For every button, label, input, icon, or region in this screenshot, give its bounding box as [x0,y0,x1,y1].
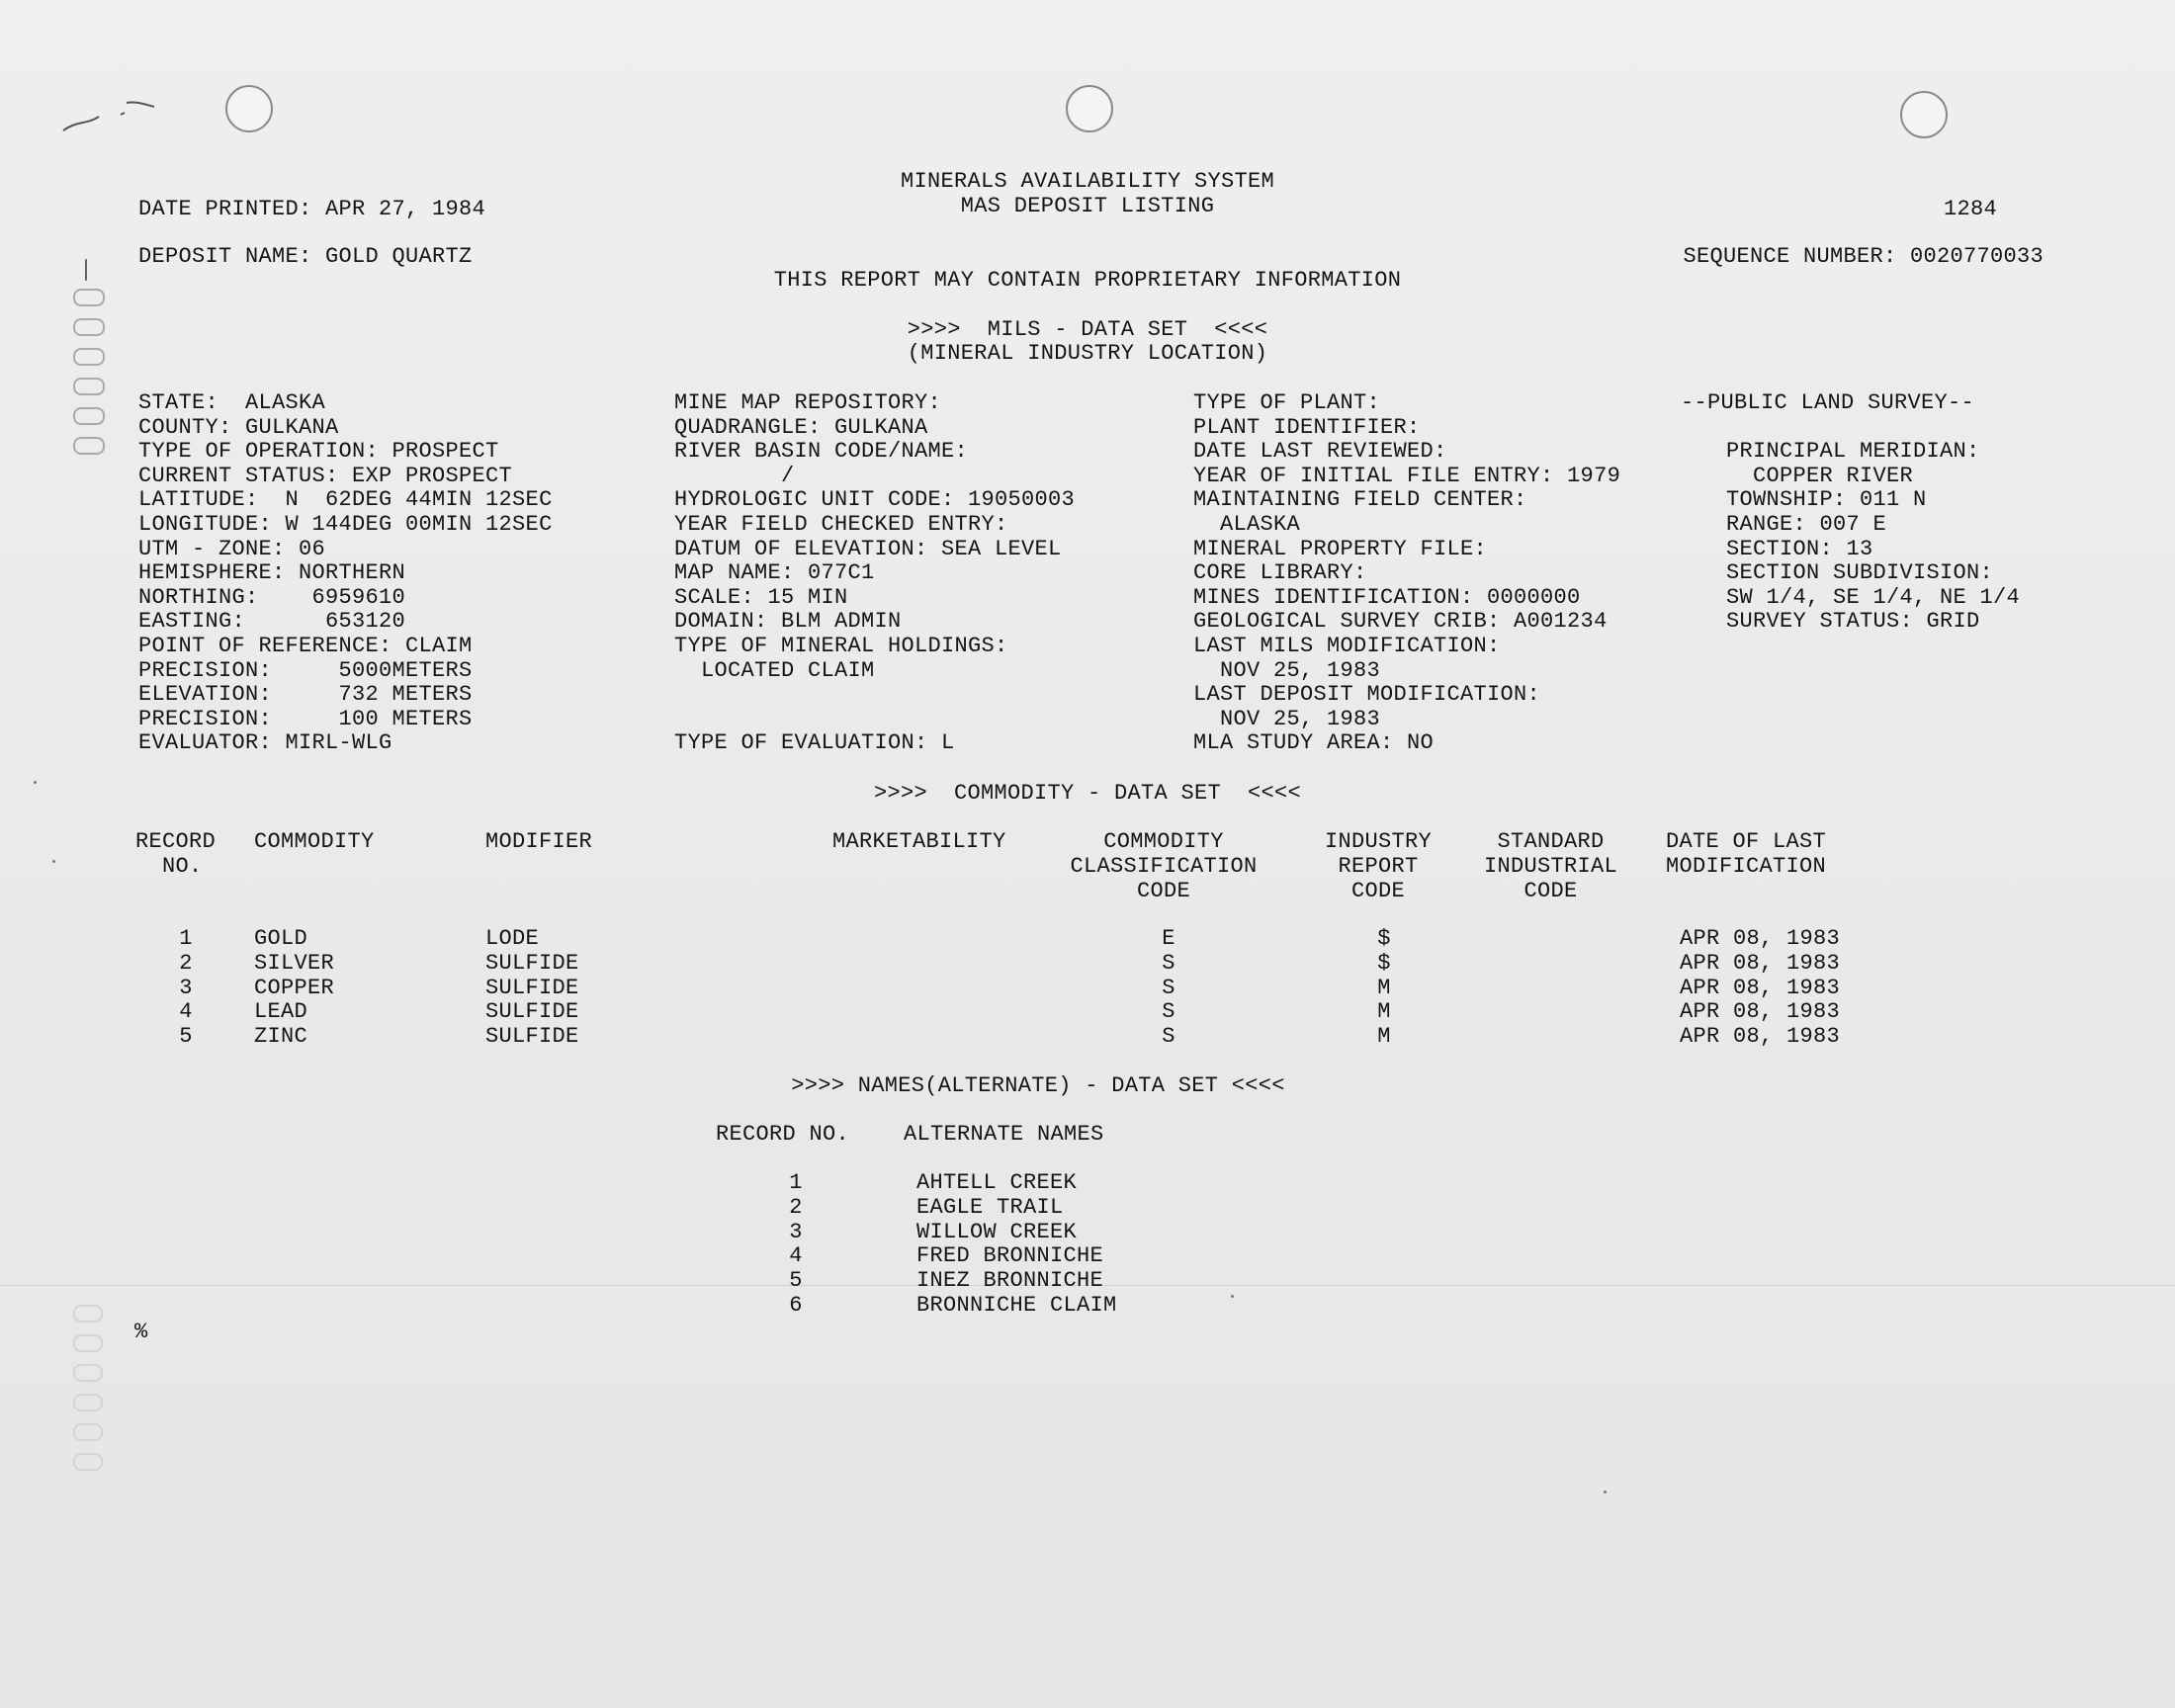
col-header-standard: STANDARD INDUSTRIAL CODE [1483,829,1618,903]
alternate-name: EAGLE TRAIL [916,1195,1064,1220]
names-header-alternate-names: ALTERNATE NAMES [904,1122,1104,1147]
alternate-name: BRONNICHE CLAIM [916,1293,1117,1318]
mils-field-line: TYPE OF PLANT: [1193,390,1381,415]
col-header-commodity: COMMODITY [254,829,375,854]
commodity-record-no: 4 [179,999,193,1024]
date-printed: DATE PRINTED: APR 27, 1984 [138,197,486,221]
alternate-name: AHTELL CREEK [916,1170,1078,1195]
mils-field-line: EASTING: 653120 [138,609,406,634]
alternate-name-record-no: 5 [789,1268,803,1293]
alternate-name: INEZ BRONNICHE [916,1268,1104,1293]
commodity-name: COPPER [254,976,335,1000]
mils-field-line: LATITUDE: N 62DEG 44MIN 12SEC [138,487,553,512]
mils-field-line: TYPE OF OPERATION: PROSPECT [138,439,499,464]
mils-field-line: LAST MILS MODIFICATION: [1193,634,1501,658]
survey-field-line: COPPER RIVER [1726,464,1914,488]
mils-field-line: CURRENT STATUS: EXP PROSPECT [138,464,513,488]
listing-title: MAS DEPOSIT LISTING [960,194,1215,218]
mils-field-line: RIVER BASIN CODE/NAME: [674,439,969,464]
commodity-modifier: SULFIDE [485,999,579,1024]
alternate-name-record-no: 2 [789,1195,803,1220]
punch-hole-right [1900,91,1948,138]
mils-field-line: MAINTAINING FIELD CENTER: [1193,487,1527,512]
mils-field-line: GEOLOGICAL SURVEY CRIB: A001234 [1193,609,1608,634]
mils-field-line: PRECISION: 5000METERS [138,658,473,683]
survey-field-line: SECTION SUBDIVISION: [1726,560,1994,585]
mils-field-line: ELEVATION: 732 METERS [138,682,473,707]
mils-field-line: YEAR OF INITIAL FILE ENTRY: 1979 [1193,464,1621,488]
mils-field-line: COUNTY: GULKANA [138,415,339,440]
commodity-industry-code: $ [1377,951,1391,976]
punch-hole-center [1066,85,1113,132]
mils-field-line: TYPE OF EVALUATION: L [674,730,955,755]
commodity-date: APR 08, 1983 [1680,999,1841,1024]
mils-field-line: PLANT IDENTIFIER: [1193,415,1421,440]
alternate-name: WILLOW CREEK [916,1220,1078,1244]
commodity-date: APR 08, 1983 [1680,1024,1841,1049]
page-number: 1284 [1943,197,1997,221]
mils-field-line: UTM - ZONE: 06 [138,537,326,561]
mils-field-line: DATE LAST REVIEWED: [1193,439,1447,464]
mils-section-subtitle: (MINERAL INDUSTRY LOCATION) [907,341,1268,366]
mils-field-line: STATE: ALASKA [138,390,326,415]
names-section-title: >>>> NAMES(ALTERNATE) - DATA SET <<<< [791,1073,1285,1098]
commodity-date: APR 08, 1983 [1680,976,1841,1000]
col-header-industry: INDUSTRY REPORT CODE [1324,829,1433,903]
speck [1604,1491,1607,1494]
speck [1231,1295,1234,1298]
survey-field-line: TOWNSHIP: 011 N [1726,487,1927,512]
commodity-class-code: S [1162,999,1175,1024]
commodity-section-title: >>>> COMMODITY - DATA SET <<<< [873,781,1302,806]
punch-hole-left [225,85,273,132]
alternate-name: FRED BRONNICHE [916,1243,1104,1268]
col-header-date: DATE OF LAST MODIFICATION [1666,829,1827,879]
alternate-name-record-no: 3 [789,1220,803,1244]
commodity-record-no: 5 [179,1024,193,1049]
mils-field-line: / [674,464,795,488]
mils-field-line: SCALE: 15 MIN [674,585,848,610]
commodity-modifier: LODE [485,926,540,951]
mils-field-line: CORE LIBRARY: [1193,560,1367,585]
commodity-record-no: 3 [179,976,193,1000]
mils-field-line: MLA STUDY AREA: NO [1193,730,1435,755]
speck [52,860,55,863]
commodity-name: GOLD [254,926,308,951]
commodity-date: APR 08, 1983 [1680,926,1841,951]
commodity-industry-code: M [1377,976,1391,1000]
deposit-name: DEPOSIT NAME: GOLD QUARTZ [138,244,473,269]
alternate-name-record-no: 4 [789,1243,803,1268]
commodity-date: APR 08, 1983 [1680,951,1841,976]
mils-field-line: PRECISION: 100 METERS [138,707,473,731]
faint-margin-marks [73,1305,103,1502]
col-header-classification: COMMODITY CLASSIFICATION CODE [1070,829,1258,903]
col-header-record-no: RECORD NO. [135,829,217,879]
mils-field-line: NOV 25, 1983 [1193,707,1381,731]
speck [34,781,37,784]
commodity-class-code: S [1162,976,1175,1000]
mils-field-line: MINE MAP REPOSITORY: [674,390,942,415]
mils-field-line: HYDROLOGIC UNIT CODE: 19050003 [674,487,1076,512]
commodity-class-code: S [1162,1024,1175,1049]
commodity-name: LEAD [254,999,308,1024]
sequence-number: SEQUENCE NUMBER: 0020770033 [1683,244,2044,269]
commodity-modifier: SULFIDE [485,951,579,976]
margin-frame-marks [69,247,109,465]
names-header-record-no: RECORD NO. [716,1122,850,1147]
mils-field-line: MINERAL PROPERTY FILE: [1193,537,1488,561]
commodity-modifier: SULFIDE [485,976,579,1000]
survey-field-line: RANGE: 007 E [1726,512,1887,537]
mils-field-line: DATUM OF ELEVATION: SEA LEVEL [674,537,1062,561]
mils-field-line: MAP NAME: 077C1 [674,560,875,585]
mils-field-line: YEAR FIELD CHECKED ENTRY: [674,512,1008,537]
alternate-name-record-no: 1 [789,1170,803,1195]
commodity-record-no: 2 [179,951,193,976]
mils-field-line: MINES IDENTIFICATION: 0000000 [1193,585,1581,610]
mils-field-line: DOMAIN: BLM ADMIN [674,609,902,634]
commodity-name: SILVER [254,951,335,976]
mils-field-line: HEMISPHERE: NORTHERN [138,560,406,585]
mils-field-line: EVALUATOR: MIRL-WLG [138,730,392,755]
commodity-record-no: 1 [179,926,193,951]
public-land-survey-title: --PUBLIC LAND SURVEY-- [1681,390,1975,415]
commodity-name: ZINC [254,1024,308,1049]
mils-section-title: >>>> MILS - DATA SET <<<< [907,317,1268,342]
col-header-marketability: MARKETABILITY [832,829,1006,854]
mils-field-line: TYPE OF MINERAL HOLDINGS: [674,634,1008,658]
mils-field-line: NORTHING: 6959610 [138,585,406,610]
commodity-industry-code: M [1377,1024,1391,1049]
pen-scribble-mark [57,91,166,140]
commodity-class-code: E [1162,926,1175,951]
survey-field-line: SW 1/4, SE 1/4, NE 1/4 [1726,585,2021,610]
mils-field-line: LAST DEPOSIT MODIFICATION: [1193,682,1541,707]
col-header-modifier: MODIFIER [485,829,593,854]
footer-percent-mark: % [134,1320,148,1344]
mils-field-line: NOV 25, 1983 [1193,658,1381,683]
mils-field-line: LOCATED CLAIM [674,658,875,683]
alternate-name-record-no: 6 [789,1293,803,1318]
survey-field-line: SECTION: 13 [1726,537,1873,561]
commodity-class-code: S [1162,951,1175,976]
commodity-modifier: SULFIDE [485,1024,579,1049]
commodity-industry-code: $ [1377,926,1391,951]
system-title: MINERALS AVAILABILITY SYSTEM [900,169,1275,194]
proprietary-notice: THIS REPORT MAY CONTAIN PROPRIETARY INFORMATION [773,268,1402,293]
survey-field-line: PRINCIPAL MERIDIAN: [1726,439,1980,464]
mils-field-line: QUADRANGLE: GULKANA [674,415,928,440]
survey-field-line: SURVEY STATUS: GRID [1726,609,1980,634]
mils-field-line: LONGITUDE: W 144DEG 00MIN 12SEC [138,512,553,537]
mils-field-line: ALASKA [1193,512,1301,537]
commodity-industry-code: M [1377,999,1391,1024]
mils-field-line: POINT OF REFERENCE: CLAIM [138,634,473,658]
